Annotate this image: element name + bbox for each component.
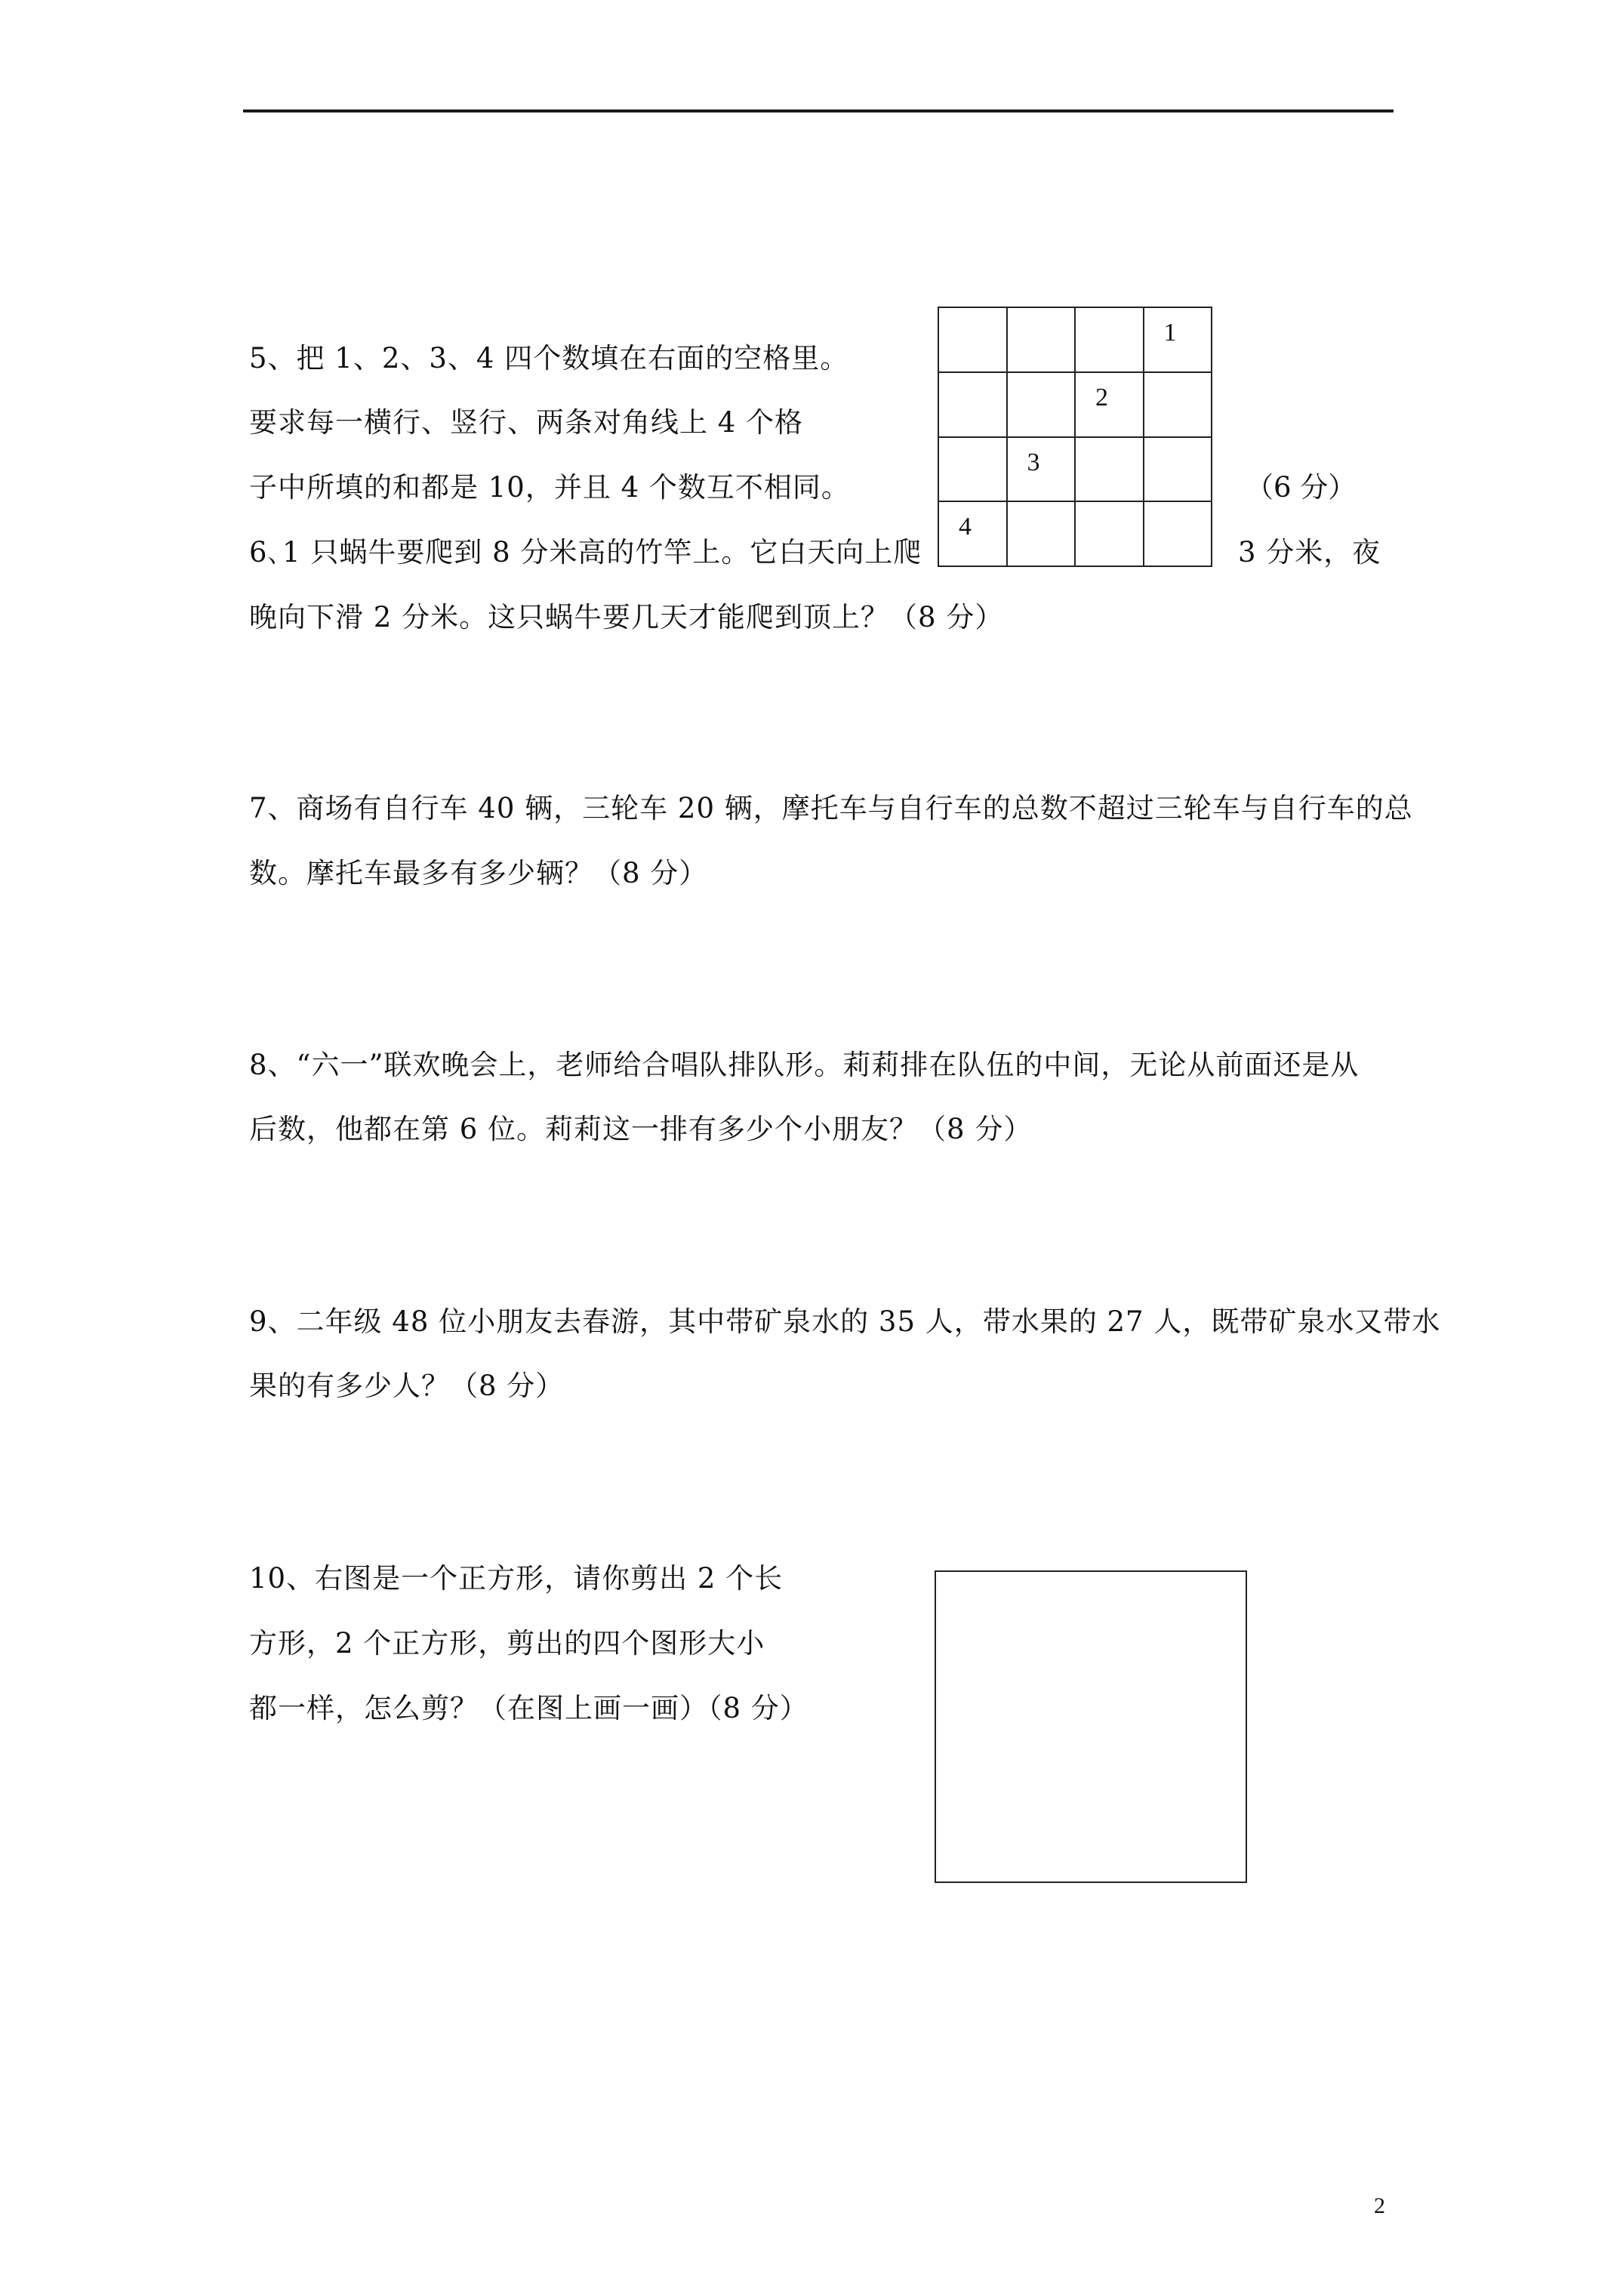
magic-square-grid [938,307,1212,567]
q10-line-1: 10、右图是一个正方形，请你剪出 2 个长 [249,1562,784,1595]
grid-cell [939,438,1008,503]
grid-cell [939,373,1008,438]
q7-line-2: 数。摩托车最多有多少辆？（8 分） [249,857,708,889]
grid-cell [1076,502,1144,567]
grid-cell-value: 4 [959,513,972,541]
q5-line-2: 要求每一横行、竖行、两条对角线上 4 个格 [249,406,804,439]
q10-line-2: 方形，2 个正方形，剪出的四个图形大小 [249,1627,765,1660]
grid-cell [1076,308,1144,373]
q9-line-1: 9、二年级 48 位小朋友去春游，其中带矿泉水的 35 人，带水果的 27 人，既带矿泉水又带水 [249,1305,1441,1338]
q9-line-2: 果的有多少人？（8 分） [249,1370,565,1402]
page-number: 2 [1374,2193,1385,2218]
q10-line-3: 都一样，怎么剪？（在图上画一画）（8 分） [249,1692,808,1724]
square-figure [935,1570,1247,1883]
grid-cell-value: 3 [1027,448,1040,476]
grid-cell [1144,438,1213,503]
grid-cell [1008,502,1076,567]
grid-cell-value: 2 [1095,383,1108,411]
q5-line-1: 5、把 1、2、3、4 四个数填在右面的空格里。 [249,342,849,374]
grid-cell [1144,502,1213,567]
grid-cell-value: 1 [1163,319,1177,347]
grid-cell [939,502,1008,567]
grid-cell [1144,373,1213,438]
q6-line-1: 6､1 只蜗牛要爬到 8 分米高的竹竿上。它白天向上爬 [249,536,922,569]
grid-cell [1076,373,1144,438]
grid-cell [1008,373,1076,438]
q8-line-2: 后数，他都在第 6 位。莉莉这一排有多少个小朋友？（8 分） [249,1113,1033,1145]
grid-cell [1008,438,1076,503]
q6-line-2: 晚向下滑 2 分米。这只蜗牛要几天才能爬到顶上？（8 分） [249,601,1004,633]
q8-line-1: 8、“六一”联欢晚会上，老师给合唱队排队形。莉莉排在队伍的中间，无论从前面还是从 [249,1049,1360,1081]
q5-line-3: 子中所填的和都是 10，并且 4 个数互不相同。 [249,471,850,504]
grid-cell [939,308,1008,373]
grid-cell [1144,308,1213,373]
q6-line-1-tail: 3 分米，夜 [1238,536,1381,569]
q5-score: （6 分） [1246,471,1357,504]
grid-cell [1076,438,1144,503]
header-rule [243,109,1394,112]
q7-line-1: 7、商场有自行车 40 辆，三轮车 20 辆，摩托车与自行车的总数不超过三轮车与自行车的总 [249,792,1413,824]
grid-cell [1008,308,1076,373]
